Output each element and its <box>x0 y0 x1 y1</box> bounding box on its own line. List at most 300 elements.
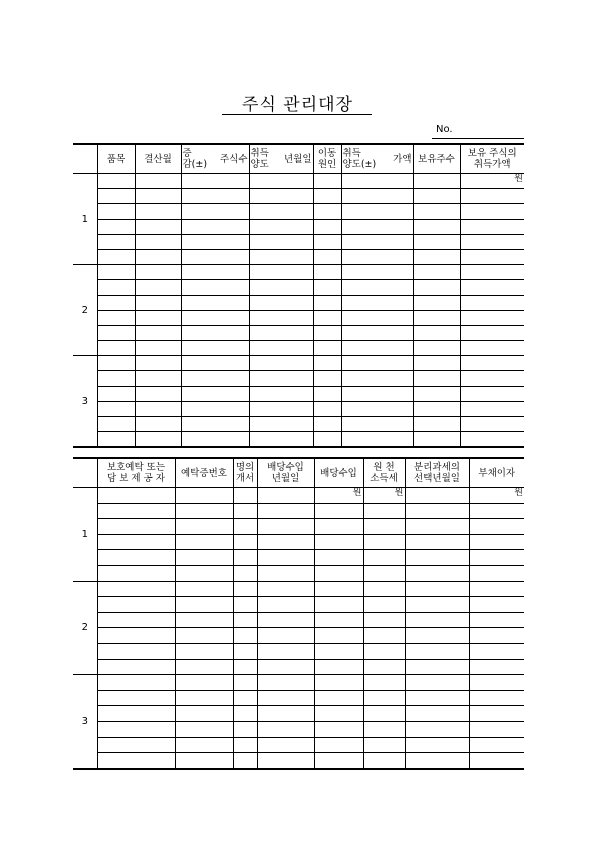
table-cell[interactable] <box>313 341 341 356</box>
table-cell[interactable] <box>97 295 135 310</box>
table-cell[interactable] <box>460 310 524 325</box>
table-cell[interactable] <box>314 675 363 691</box>
header-change-bottom: 감(±) <box>182 159 208 170</box>
table-cell[interactable] <box>313 295 341 310</box>
table-cell[interactable] <box>97 643 175 659</box>
table-cell[interactable] <box>97 519 175 535</box>
table-cell[interactable] <box>233 519 257 535</box>
table-cell[interactable] <box>175 581 233 597</box>
table-cell[interactable] <box>469 675 524 691</box>
table-cell[interactable] <box>405 659 469 675</box>
table-cell[interactable] <box>313 219 341 234</box>
table-cell[interactable] <box>175 628 233 644</box>
header-shares: 주식수 <box>219 153 248 165</box>
table-cell[interactable] <box>175 597 233 613</box>
table-cell[interactable] <box>413 386 460 401</box>
table-cell[interactable] <box>405 534 469 550</box>
table-cell[interactable] <box>135 174 181 189</box>
table-cell[interactable] <box>97 581 175 597</box>
table-cell[interactable] <box>175 488 233 504</box>
table-cell[interactable] <box>314 753 363 769</box>
table-cell[interactable] <box>405 737 469 753</box>
table-cell[interactable] <box>314 659 363 675</box>
table-cell[interactable] <box>135 401 181 416</box>
table-cell[interactable] <box>97 534 175 550</box>
table-cell[interactable] <box>181 234 249 249</box>
table-cell[interactable] <box>341 341 413 356</box>
table-cell[interactable] <box>363 534 405 550</box>
table-cell[interactable] <box>313 189 341 204</box>
table-cell[interactable] <box>135 204 181 219</box>
table-cell[interactable] <box>413 341 460 356</box>
table-cell[interactable] <box>413 189 460 204</box>
table-cell[interactable] <box>314 706 363 722</box>
table-cell[interactable] <box>341 219 413 234</box>
table-cell[interactable] <box>313 356 341 371</box>
table-cell[interactable] <box>97 488 175 504</box>
table-cell[interactable] <box>314 737 363 753</box>
table-cell[interactable] <box>233 737 257 753</box>
table-cell[interactable] <box>469 597 524 613</box>
table-cell[interactable] <box>175 565 233 581</box>
table-cell[interactable] <box>97 401 135 416</box>
table-cell[interactable] <box>341 204 413 219</box>
table-cell[interactable] <box>249 401 313 416</box>
table-cell[interactable] <box>135 310 181 325</box>
table-cell[interactable] <box>175 534 233 550</box>
table-cell[interactable] <box>175 643 233 659</box>
table-cell[interactable] <box>97 234 135 249</box>
table-cell[interactable] <box>363 550 405 566</box>
table-cell[interactable] <box>405 643 469 659</box>
table-cell[interactable] <box>175 737 233 753</box>
table-cell[interactable] <box>175 706 233 722</box>
table-cell[interactable] <box>233 721 257 737</box>
table-cell[interactable] <box>233 628 257 644</box>
table-cell[interactable] <box>181 189 249 204</box>
table-cell[interactable] <box>363 659 405 675</box>
table-cell[interactable] <box>314 628 363 644</box>
table-cell[interactable] <box>257 519 314 535</box>
table-cell[interactable] <box>341 356 413 371</box>
table-cell[interactable] <box>413 204 460 219</box>
table-cell[interactable] <box>460 204 524 219</box>
table-cell[interactable] <box>413 249 460 264</box>
table-cell[interactable] <box>97 310 135 325</box>
table-cell[interactable] <box>363 519 405 535</box>
header-protect-bottom: 담 보 제 공 자 <box>107 473 165 484</box>
table-cell[interactable] <box>469 659 524 675</box>
table-cell[interactable] <box>249 295 313 310</box>
table-cell[interactable] <box>249 325 313 340</box>
table-cell[interactable] <box>405 753 469 769</box>
table-cell[interactable] <box>363 706 405 722</box>
table-cell[interactable] <box>363 597 405 613</box>
table-cell[interactable] <box>413 417 460 432</box>
table-cell[interactable] <box>413 234 460 249</box>
table-cell[interactable] <box>460 234 524 249</box>
table-cell[interactable] <box>460 249 524 264</box>
table-cell[interactable] <box>249 310 313 325</box>
table-cell[interactable] <box>97 565 175 581</box>
table-cell[interactable] <box>181 432 249 448</box>
table-cell[interactable] <box>257 488 314 504</box>
group-number: 3 <box>73 356 97 448</box>
table-cell[interactable] <box>181 280 249 295</box>
table-cell[interactable] <box>181 204 249 219</box>
table-cell[interactable] <box>460 356 524 371</box>
table-cell[interactable] <box>181 219 249 234</box>
table-cell[interactable] <box>460 432 524 448</box>
table-cell[interactable] <box>97 356 135 371</box>
table-cell[interactable] <box>181 371 249 386</box>
table-cell[interactable] <box>175 659 233 675</box>
table-cell[interactable] <box>413 371 460 386</box>
table-cell[interactable] <box>181 341 249 356</box>
table-cell[interactable] <box>257 534 314 550</box>
table-cell[interactable] <box>405 488 469 504</box>
table-cell[interactable] <box>405 721 469 737</box>
table-cell[interactable] <box>233 503 257 519</box>
unit-label: 원 <box>314 488 363 504</box>
table-cell[interactable] <box>97 189 135 204</box>
table-cell[interactable] <box>341 280 413 295</box>
table-cell[interactable] <box>233 597 257 613</box>
table-cell[interactable] <box>135 265 181 280</box>
table-cell[interactable] <box>257 659 314 675</box>
table-cell[interactable] <box>135 219 181 234</box>
table-cell[interactable] <box>363 628 405 644</box>
table-cell[interactable] <box>341 265 413 280</box>
table-cell[interactable] <box>97 265 135 280</box>
table-cell[interactable] <box>97 612 175 628</box>
table-cell[interactable] <box>341 432 413 448</box>
table-cell[interactable] <box>460 417 524 432</box>
table-cell[interactable] <box>135 189 181 204</box>
table-cell[interactable] <box>413 356 460 371</box>
table-cell[interactable] <box>363 643 405 659</box>
table-cell[interactable] <box>405 597 469 613</box>
table-cell[interactable] <box>249 234 313 249</box>
table-cell[interactable] <box>181 386 249 401</box>
table-cell[interactable] <box>413 295 460 310</box>
table-cell[interactable] <box>181 401 249 416</box>
table-cell[interactable] <box>341 325 413 340</box>
header-transfer <box>233 458 257 488</box>
table-cell[interactable] <box>135 417 181 432</box>
table-cell[interactable] <box>257 550 314 566</box>
table-cell[interactable] <box>97 675 175 691</box>
table-cell[interactable] <box>405 581 469 597</box>
table-cell[interactable] <box>313 249 341 264</box>
table-cell[interactable] <box>469 721 524 737</box>
table-cell[interactable] <box>460 386 524 401</box>
table-cell[interactable] <box>97 432 135 448</box>
table-cell[interactable] <box>175 519 233 535</box>
no-label: No. <box>436 124 453 135</box>
table-cell[interactable] <box>233 534 257 550</box>
table-cell[interactable] <box>405 628 469 644</box>
table-cell[interactable] <box>97 597 175 613</box>
table-cell[interactable] <box>405 706 469 722</box>
table-cell[interactable] <box>97 721 175 737</box>
table-cell[interactable] <box>175 503 233 519</box>
table-cell[interactable] <box>413 432 460 448</box>
table-cell[interactable] <box>313 280 341 295</box>
table-cell[interactable] <box>249 189 313 204</box>
table-cell[interactable] <box>405 690 469 706</box>
table-cell[interactable] <box>233 612 257 628</box>
table-cell[interactable] <box>413 401 460 416</box>
table-cell[interactable] <box>135 234 181 249</box>
table-cell[interactable] <box>97 219 135 234</box>
table-cell[interactable] <box>341 174 413 189</box>
table-cell[interactable] <box>181 417 249 432</box>
table-cell[interactable] <box>181 310 249 325</box>
table-cell[interactable] <box>233 753 257 769</box>
table-cell[interactable] <box>97 249 135 264</box>
table-cell[interactable] <box>257 565 314 581</box>
table-cell[interactable] <box>97 503 175 519</box>
table-cell[interactable] <box>460 341 524 356</box>
table-cell[interactable] <box>233 675 257 691</box>
table-cell[interactable] <box>257 753 314 769</box>
table-cell[interactable] <box>341 401 413 416</box>
table-cell[interactable] <box>341 310 413 325</box>
table-cell[interactable] <box>313 325 341 340</box>
table-cell[interactable] <box>181 295 249 310</box>
table-cell[interactable] <box>313 417 341 432</box>
table-cell[interactable] <box>97 659 175 675</box>
table-row <box>73 565 524 581</box>
table-cell[interactable] <box>363 581 405 597</box>
table-cell[interactable] <box>175 721 233 737</box>
table-cell[interactable] <box>175 550 233 566</box>
table-cell[interactable] <box>314 519 363 535</box>
table-cell[interactable] <box>249 249 313 264</box>
table-cell[interactable] <box>314 534 363 550</box>
table-cell[interactable] <box>257 690 314 706</box>
table-cell[interactable] <box>413 219 460 234</box>
table-cell[interactable] <box>233 565 257 581</box>
table-cell[interactable] <box>363 721 405 737</box>
table-cell[interactable] <box>313 310 341 325</box>
table-cell[interactable] <box>181 265 249 280</box>
table-cell[interactable] <box>469 706 524 722</box>
table-cell[interactable] <box>341 295 413 310</box>
table-cell[interactable] <box>257 706 314 722</box>
table-cell[interactable] <box>249 432 313 448</box>
table-cell[interactable] <box>469 737 524 753</box>
header-withhold <box>363 458 405 488</box>
table-cell[interactable] <box>313 265 341 280</box>
table-cell[interactable] <box>469 628 524 644</box>
table-cell[interactable] <box>97 174 135 189</box>
table-cell[interactable] <box>249 265 313 280</box>
table-cell[interactable] <box>249 356 313 371</box>
table-cell[interactable] <box>314 721 363 737</box>
table-cell[interactable] <box>460 401 524 416</box>
table-cell[interactable] <box>314 503 363 519</box>
table-cell[interactable] <box>97 371 135 386</box>
table-cell[interactable] <box>233 488 257 504</box>
table-cell[interactable] <box>257 597 314 613</box>
table-cell[interactable] <box>469 565 524 581</box>
table-cell[interactable] <box>181 174 249 189</box>
table-cell[interactable] <box>341 386 413 401</box>
table-cell[interactable] <box>257 675 314 691</box>
table-cell[interactable] <box>257 737 314 753</box>
table-cell[interactable] <box>257 503 314 519</box>
table-cell[interactable] <box>135 371 181 386</box>
table-cell[interactable] <box>233 706 257 722</box>
table-cell[interactable] <box>460 189 524 204</box>
table-cell[interactable] <box>413 310 460 325</box>
table-cell[interactable] <box>460 280 524 295</box>
table-cell[interactable] <box>257 643 314 659</box>
table-cell[interactable] <box>413 325 460 340</box>
table-cell[interactable] <box>341 417 413 432</box>
table-cell[interactable] <box>341 249 413 264</box>
table-cell[interactable] <box>249 204 313 219</box>
table-cell[interactable] <box>363 565 405 581</box>
table-cell[interactable] <box>405 565 469 581</box>
table-cell[interactable] <box>314 597 363 613</box>
table-cell[interactable] <box>257 628 314 644</box>
table-cell[interactable] <box>249 341 313 356</box>
table-cell[interactable] <box>181 356 249 371</box>
table-cell[interactable] <box>313 174 341 189</box>
table-cell[interactable] <box>233 643 257 659</box>
table-cell[interactable] <box>97 341 135 356</box>
table-cell[interactable] <box>469 534 524 550</box>
table-cell[interactable] <box>314 612 363 628</box>
table-cell[interactable] <box>460 295 524 310</box>
header-price-top: 취득 <box>342 148 361 159</box>
table-cell[interactable] <box>469 643 524 659</box>
table-cell[interactable] <box>97 280 135 295</box>
table-cell[interactable] <box>135 249 181 264</box>
table-cell[interactable] <box>97 737 175 753</box>
table-cell[interactable] <box>405 612 469 628</box>
header-date: 년월일 <box>283 153 312 165</box>
table-cell[interactable] <box>460 265 524 280</box>
table-row <box>73 325 524 340</box>
table-cell[interactable] <box>469 753 524 769</box>
table-cell[interactable] <box>97 753 175 769</box>
table-cell[interactable] <box>469 550 524 566</box>
table-cell[interactable] <box>181 325 249 340</box>
table-cell[interactable] <box>249 417 313 432</box>
table-cell[interactable] <box>249 386 313 401</box>
table-cell[interactable] <box>135 280 181 295</box>
table-cell[interactable] <box>135 386 181 401</box>
table-cell[interactable] <box>469 690 524 706</box>
title-underline <box>222 114 372 115</box>
table-cell[interactable] <box>257 721 314 737</box>
table-cell[interactable] <box>97 325 135 340</box>
table-cell[interactable] <box>313 204 341 219</box>
table-cell[interactable] <box>405 519 469 535</box>
table-cell[interactable] <box>405 503 469 519</box>
table-cell[interactable] <box>175 675 233 691</box>
table-cell[interactable] <box>363 675 405 691</box>
table-cell[interactable] <box>249 371 313 386</box>
table-cell[interactable] <box>413 280 460 295</box>
table-cell[interactable] <box>469 503 524 519</box>
table-cell[interactable] <box>175 690 233 706</box>
table-cell[interactable] <box>460 325 524 340</box>
table-cell[interactable] <box>249 280 313 295</box>
table-cell[interactable] <box>341 234 413 249</box>
table-cell[interactable] <box>469 519 524 535</box>
table-cell[interactable] <box>233 581 257 597</box>
table-cell[interactable] <box>135 432 181 448</box>
table-cell[interactable] <box>405 675 469 691</box>
table-cell[interactable] <box>341 189 413 204</box>
table-cell[interactable] <box>341 371 413 386</box>
table-cell[interactable] <box>257 612 314 628</box>
table-cell[interactable] <box>97 690 175 706</box>
table-cell[interactable] <box>469 581 524 597</box>
table-cell[interactable] <box>97 204 135 219</box>
table-cell[interactable] <box>313 386 341 401</box>
table-cell[interactable] <box>135 325 181 340</box>
table-cell[interactable] <box>135 341 181 356</box>
table-cell[interactable] <box>460 219 524 234</box>
table-cell[interactable] <box>233 659 257 675</box>
table-cell[interactable] <box>249 174 313 189</box>
table-cell[interactable] <box>257 581 314 597</box>
table-cell[interactable] <box>97 706 175 722</box>
table-cell[interactable] <box>97 628 175 644</box>
table-cell[interactable] <box>97 417 135 432</box>
table-cell[interactable] <box>413 174 460 189</box>
table-cell[interactable] <box>313 432 341 448</box>
table-cell[interactable] <box>314 690 363 706</box>
table-cell[interactable] <box>460 371 524 386</box>
header-price <box>341 144 413 174</box>
table-cell[interactable] <box>175 753 233 769</box>
table-cell[interactable] <box>469 612 524 628</box>
table-cell[interactable] <box>233 550 257 566</box>
table-cell[interactable] <box>249 219 313 234</box>
table-cell[interactable] <box>363 690 405 706</box>
table-cell[interactable] <box>313 234 341 249</box>
table-cell[interactable] <box>314 565 363 581</box>
table-cell[interactable] <box>175 612 233 628</box>
table-cell[interactable] <box>363 612 405 628</box>
table-cell[interactable] <box>314 643 363 659</box>
table-cell[interactable] <box>233 690 257 706</box>
table-row <box>73 219 524 234</box>
table-cell[interactable] <box>363 753 405 769</box>
table-cell[interactable] <box>181 249 249 264</box>
table-cell[interactable] <box>313 371 341 386</box>
table-cell[interactable] <box>363 503 405 519</box>
table-cell[interactable] <box>405 550 469 566</box>
table-cell[interactable] <box>135 295 181 310</box>
table-cell[interactable] <box>97 550 175 566</box>
table-cell[interactable] <box>313 401 341 416</box>
table-cell[interactable] <box>135 356 181 371</box>
table-cell[interactable] <box>413 265 460 280</box>
table-cell[interactable] <box>97 386 135 401</box>
table-cell[interactable] <box>363 737 405 753</box>
table-cell[interactable] <box>314 550 363 566</box>
table-cell[interactable] <box>314 581 363 597</box>
table-row <box>73 295 524 310</box>
